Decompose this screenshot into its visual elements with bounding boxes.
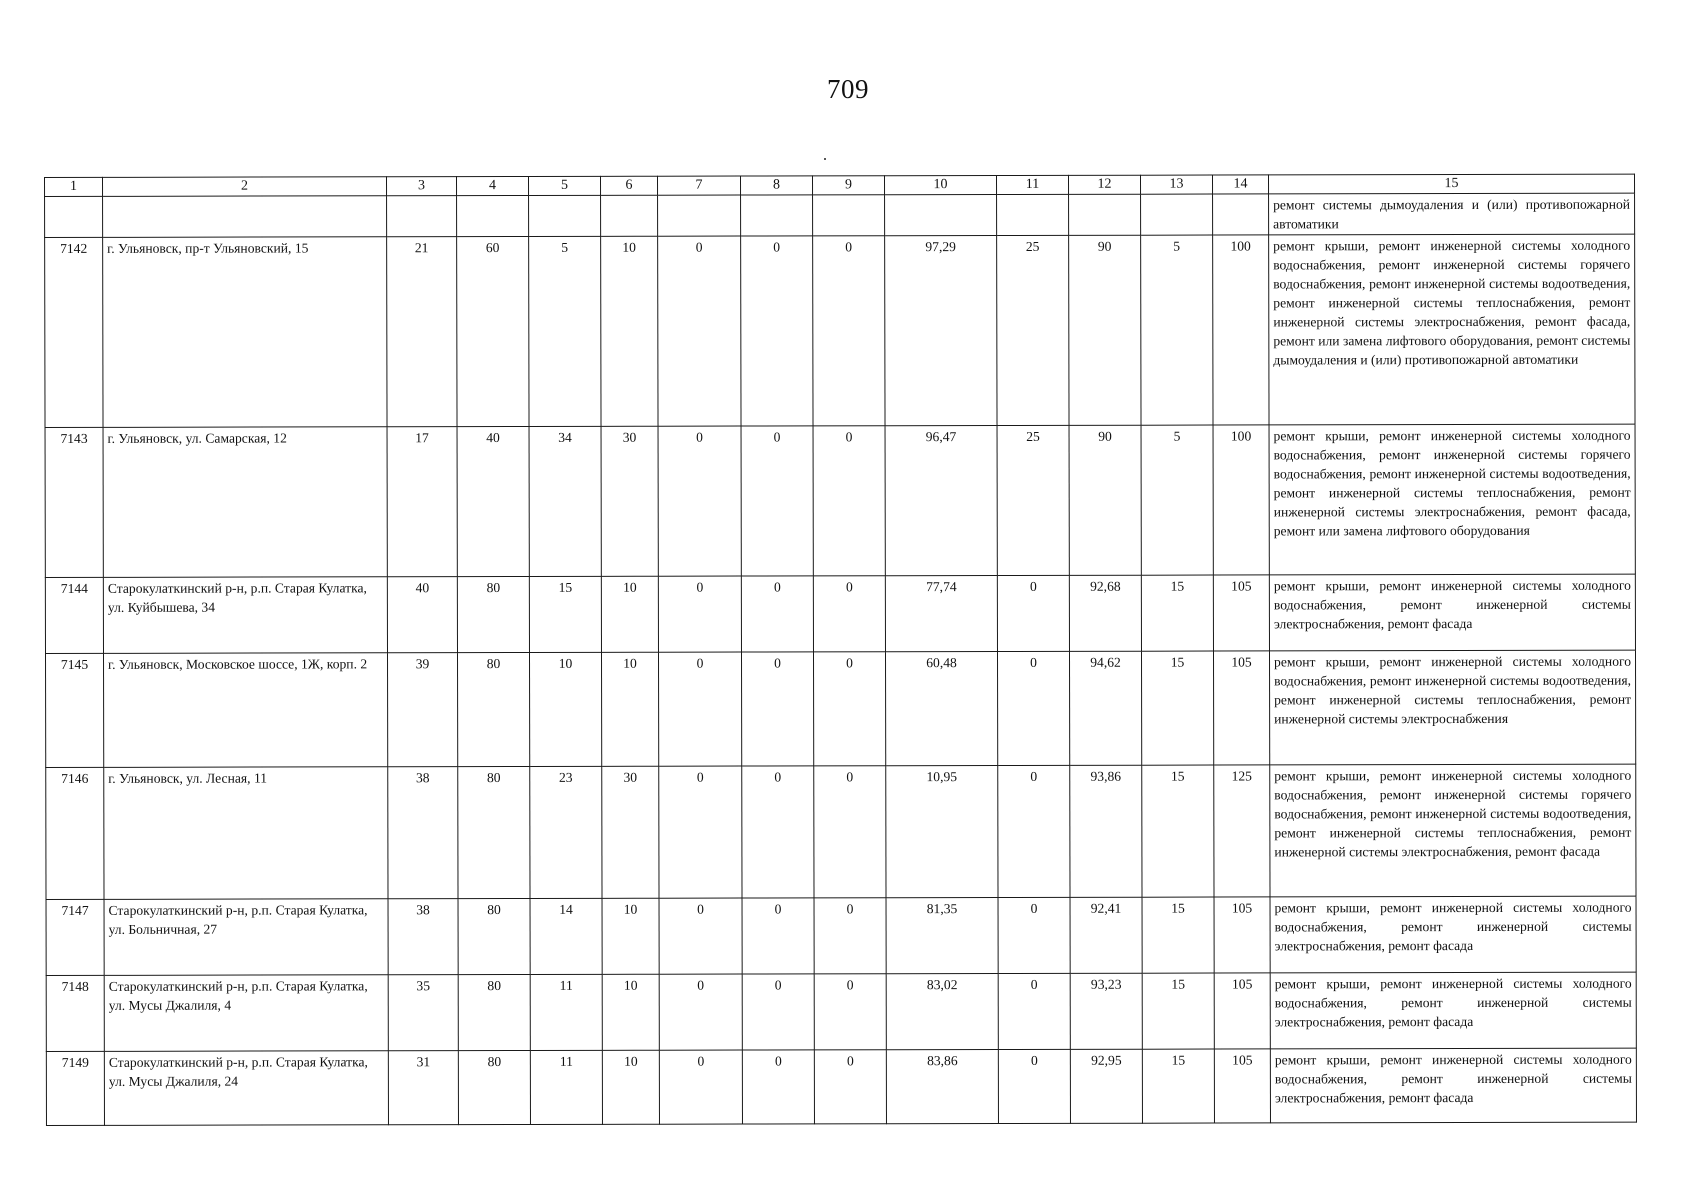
column-number-7: 7 bbox=[657, 176, 740, 195]
works-cell: ремонт крыши, ремонт инженерной системы холодного водоснабжения, ремонт инженерной системы горячего водоснабжения, ремонт инженерной системы водоотведения, ремонт инженерной системы теплоснабжения, ремонт инженерной системы электроснабжения, ремонт фасада, ремонт или замена лифтового оборудования bbox=[1269, 424, 1635, 575]
row-number: 7148 bbox=[46, 975, 104, 1051]
column-number-3: 3 bbox=[387, 177, 457, 196]
value-col-8: 0 bbox=[742, 1050, 814, 1124]
value-col-8: 0 bbox=[741, 652, 813, 766]
table-row bbox=[45, 574, 1635, 653]
value-col-6: 10 bbox=[601, 236, 658, 426]
value-col-6: 30 bbox=[601, 426, 658, 576]
value-col-13: 15 bbox=[1141, 575, 1213, 651]
table-row bbox=[46, 896, 1636, 975]
address-cell: Старокулаткинский р-н, р.п. Старая Кулатка, ул. Больничная, 27 bbox=[104, 899, 388, 976]
value-col-14: 105 bbox=[1213, 651, 1269, 765]
column-number-8: 8 bbox=[740, 176, 812, 195]
address-cell: г. Ульяновск, пр-т Ульяновский, 15 bbox=[103, 237, 387, 428]
value-col-12: 94,62 bbox=[1069, 651, 1141, 765]
value-col-7: 0 bbox=[659, 974, 742, 1050]
value-col-3: 38 bbox=[388, 899, 458, 975]
works-cell: ремонт крыши, ремонт инженерной системы холодного водоснабжения, ремонт инженерной системы водоотведения, ремонт инженерной системы теплоснабжения, ремонт инженерной системы электроснабжения bbox=[1269, 650, 1635, 765]
row-number: 7142 bbox=[45, 237, 103, 427]
works-cell: ремонт крыши, ремонт инженерной системы холодного водоснабжения, ремонт инженерной системы электроснабжения, ремонт фасада bbox=[1270, 1048, 1636, 1123]
value-col-7: 0 bbox=[658, 652, 741, 766]
column-number-4: 4 bbox=[457, 176, 529, 195]
value-col-10: 10,95 bbox=[886, 766, 998, 898]
continuation-row bbox=[45, 193, 1635, 237]
value-col-3: 21 bbox=[387, 237, 457, 427]
value-col-11: 0 bbox=[998, 765, 1070, 897]
value-col-12: 93,23 bbox=[1070, 973, 1142, 1049]
value-col-14: 105 bbox=[1214, 1049, 1270, 1123]
value-col-3: 39 bbox=[387, 653, 457, 767]
column-number-12: 12 bbox=[1068, 175, 1140, 194]
table-row bbox=[45, 424, 1635, 577]
value-col-12: 90 bbox=[1069, 425, 1141, 575]
value-col-13: 15 bbox=[1142, 897, 1214, 973]
value-col-13: 15 bbox=[1141, 651, 1213, 765]
value-col-6: 10 bbox=[602, 898, 659, 974]
value-col-6: 10 bbox=[601, 652, 658, 766]
value-col-13: 5 bbox=[1141, 425, 1213, 575]
value-col-14: 125 bbox=[1214, 765, 1270, 897]
value-col-12: 90 bbox=[1069, 235, 1141, 425]
value-col-9: 0 bbox=[813, 652, 885, 766]
value-col-4: 60 bbox=[457, 236, 529, 426]
value-col-9: 0 bbox=[813, 576, 885, 652]
row-number: 7146 bbox=[46, 767, 104, 899]
value-col-12: 93,86 bbox=[1070, 765, 1142, 897]
value-col-14: 105 bbox=[1213, 575, 1269, 651]
page-number: 709 bbox=[827, 74, 869, 104]
value-col-14: 105 bbox=[1214, 973, 1270, 1049]
value-col-8: 0 bbox=[742, 974, 814, 1050]
address-cell: г. Ульяновск, ул. Лесная, 11 bbox=[104, 767, 388, 900]
value-col-7: 0 bbox=[659, 898, 742, 974]
address-cell: г. Ульяновск, ул. Самарская, 12 bbox=[103, 427, 387, 578]
works-cell: ремонт крыши, ремонт инженерной системы холодного водоснабжения, ремонт инженерной системы электроснабжения, ремонт фасада bbox=[1269, 574, 1635, 651]
value-col-8: 0 bbox=[741, 236, 813, 426]
value-col-3: 35 bbox=[388, 975, 458, 1051]
value-col-5: 34 bbox=[529, 426, 601, 576]
table-row bbox=[45, 650, 1635, 767]
value-col-5: 23 bbox=[530, 766, 602, 898]
value-col-13: 15 bbox=[1142, 973, 1214, 1049]
value-col-8: 0 bbox=[742, 898, 814, 974]
address-cell: Старокулаткинский р-н, р.п. Старая Кулатка, ул. Мусы Джалиля, 24 bbox=[104, 1051, 388, 1126]
value-col-10: 83,86 bbox=[886, 1050, 998, 1124]
column-number-13: 13 bbox=[1140, 175, 1212, 194]
value-col-9: 0 bbox=[813, 426, 885, 576]
value-col-3: 17 bbox=[387, 427, 457, 577]
value-col-6: 10 bbox=[602, 974, 659, 1050]
works-cell: ремонт крыши, ремонт инженерной системы холодного водоснабжения, ремонт инженерной системы электроснабжения, ремонт фасада bbox=[1270, 972, 1636, 1049]
value-col-11: 0 bbox=[998, 897, 1070, 973]
value-col-7: 0 bbox=[659, 766, 742, 898]
table-row bbox=[46, 972, 1636, 1051]
value-col-9: 0 bbox=[814, 1050, 886, 1124]
value-col-6: 10 bbox=[602, 1050, 659, 1124]
value-col-7: 0 bbox=[658, 576, 741, 652]
column-number-15: 15 bbox=[1268, 174, 1634, 194]
row-number: 7143 bbox=[45, 427, 103, 577]
column-number-2: 2 bbox=[103, 177, 387, 197]
value-col-11: 0 bbox=[998, 1049, 1070, 1123]
works-table bbox=[44, 174, 1637, 1126]
value-col-5: 11 bbox=[530, 1050, 602, 1124]
row-number: 7147 bbox=[46, 899, 104, 975]
address-cell: Старокулаткинский р-н, р.п. Старая Кулатка, ул. Куйбышева, 34 bbox=[103, 577, 387, 654]
value-col-11: 0 bbox=[997, 575, 1069, 651]
value-col-3: 31 bbox=[388, 1051, 458, 1125]
value-col-5: 11 bbox=[530, 974, 602, 1050]
value-col-10: 81,35 bbox=[886, 898, 998, 974]
value-col-4: 80 bbox=[457, 576, 529, 652]
value-col-5: 5 bbox=[529, 236, 601, 426]
value-col-5: 14 bbox=[530, 898, 602, 974]
value-col-10: 60,48 bbox=[885, 652, 997, 766]
value-col-4: 80 bbox=[458, 898, 530, 974]
value-col-13: 5 bbox=[1141, 235, 1213, 425]
column-number-1: 1 bbox=[45, 177, 103, 196]
value-col-7: 0 bbox=[658, 426, 741, 576]
column-number-11: 11 bbox=[996, 175, 1068, 194]
column-number-14: 14 bbox=[1212, 175, 1268, 194]
row-number: 7144 bbox=[45, 577, 103, 653]
table-row bbox=[45, 234, 1635, 427]
value-col-8: 0 bbox=[742, 766, 814, 898]
value-col-8: 0 bbox=[741, 426, 813, 576]
value-col-12: 92,41 bbox=[1070, 897, 1142, 973]
works-cell: ремонт крыши, ремонт инженерной системы холодного водоснабжения, ремонт инженерной системы горячего водоснабжения, ремонт инженерной системы водоотведения, ремонт инженерной системы теплоснабжения, ремонт инженерной системы электроснабжения, ремонт фасада bbox=[1270, 764, 1636, 897]
value-col-13: 15 bbox=[1142, 765, 1214, 897]
value-col-7: 0 bbox=[658, 236, 741, 426]
value-col-10: 77,74 bbox=[885, 576, 997, 652]
value-col-4: 80 bbox=[458, 974, 530, 1050]
table-row bbox=[46, 764, 1636, 899]
row-number: 7149 bbox=[46, 1051, 104, 1125]
value-col-9: 0 bbox=[814, 766, 886, 898]
value-col-11: 25 bbox=[997, 235, 1069, 425]
table-row bbox=[46, 1048, 1636, 1125]
value-col-11: 0 bbox=[998, 973, 1070, 1049]
value-col-9: 0 bbox=[813, 236, 885, 426]
value-col-12: 92,68 bbox=[1069, 575, 1141, 651]
value-col-5: 15 bbox=[529, 576, 601, 652]
value-col-12: 92,95 bbox=[1070, 1049, 1142, 1123]
works-cell: ремонт системы дымоудаления и (или) противопожарной автоматики bbox=[1269, 193, 1635, 235]
value-col-8: 0 bbox=[741, 576, 813, 652]
address-cell: Старокулаткинский р-н, р.п. Старая Кулатка, ул. Мусы Джалиля, 4 bbox=[104, 975, 388, 1052]
value-col-14: 100 bbox=[1213, 235, 1269, 425]
scan-speck bbox=[824, 158, 826, 160]
value-col-11: 0 bbox=[997, 651, 1069, 765]
value-col-9: 0 bbox=[814, 898, 886, 974]
value-col-4: 80 bbox=[458, 1050, 530, 1124]
value-col-5: 10 bbox=[529, 652, 601, 766]
value-col-9: 0 bbox=[814, 974, 886, 1050]
value-col-13: 15 bbox=[1142, 1049, 1214, 1123]
column-number-5: 5 bbox=[529, 176, 601, 195]
value-col-10: 83,02 bbox=[886, 974, 998, 1050]
column-number-10: 10 bbox=[884, 176, 996, 195]
value-col-6: 10 bbox=[601, 576, 658, 652]
value-col-10: 97,29 bbox=[885, 236, 997, 426]
row-number: 7145 bbox=[45, 653, 103, 767]
value-col-3: 38 bbox=[388, 767, 458, 899]
column-number-9: 9 bbox=[812, 176, 884, 195]
value-col-6: 30 bbox=[602, 766, 659, 898]
column-number-6: 6 bbox=[600, 176, 657, 195]
value-col-11: 25 bbox=[997, 425, 1069, 575]
value-col-4: 80 bbox=[457, 652, 529, 766]
value-col-4: 40 bbox=[457, 426, 529, 576]
works-cell: ремонт крыши, ремонт инженерной системы холодного водоснабжения, ремонт инженерной системы горячего водоснабжения, ремонт инженерной системы водоотведения, ремонт инженерной системы теплоснабжения, ремонт инженерной системы электроснабжения, ремонт фасада, ремонт или замена лифтового оборудования, ремонт системы дымоудаления и (или) противопожарной автоматики bbox=[1269, 234, 1635, 425]
value-col-7: 0 bbox=[659, 1050, 742, 1124]
value-col-14: 100 bbox=[1213, 425, 1269, 575]
value-col-14: 105 bbox=[1214, 897, 1270, 973]
value-col-3: 40 bbox=[387, 577, 457, 653]
value-col-4: 80 bbox=[458, 766, 530, 898]
works-cell: ремонт крыши, ремонт инженерной системы холодного водоснабжения, ремонт инженерной системы электроснабжения, ремонт фасада bbox=[1270, 896, 1636, 973]
address-cell: г. Ульяновск, Московское шоссе, 1Ж, корп. 2 bbox=[103, 653, 387, 768]
value-col-10: 96,47 bbox=[885, 426, 997, 576]
